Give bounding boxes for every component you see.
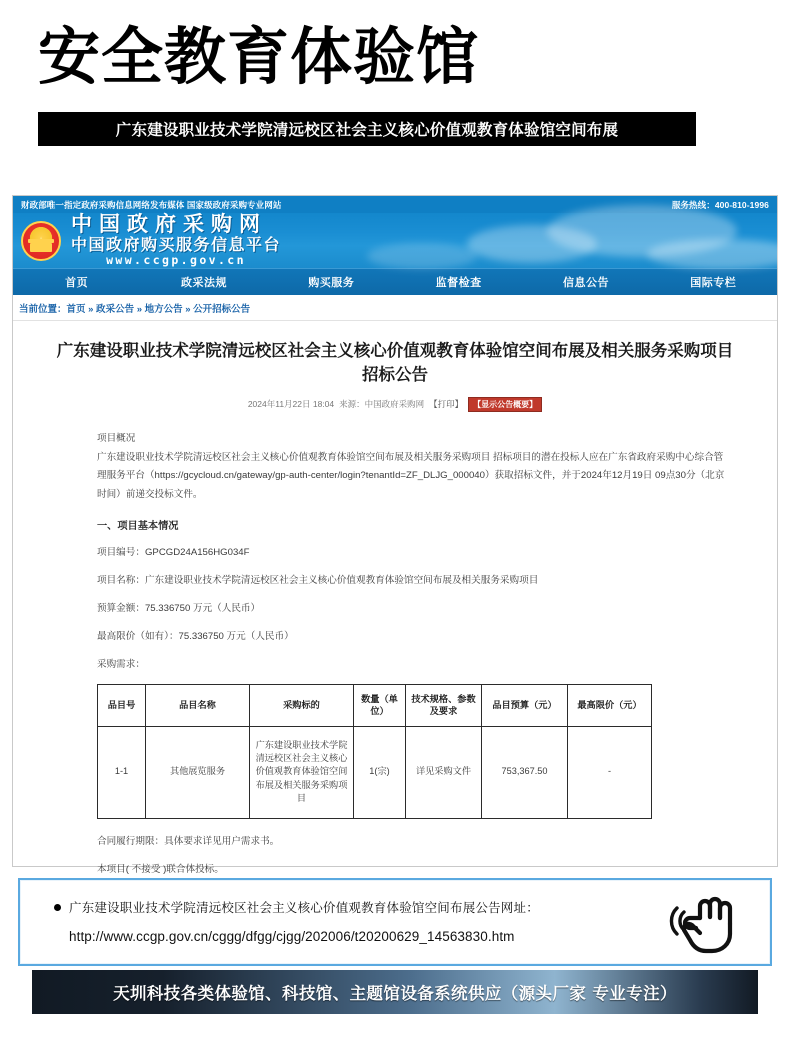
article-body [13, 321, 777, 875]
print-link[interactable]: 【打印】 [429, 399, 464, 410]
contract-term-text: 合同履行期限：具体要求详见用户需求书。 [97, 835, 280, 847]
site-logo-line1: 中国政府采购网 [71, 212, 267, 237]
website-screenshot-panel [12, 195, 778, 875]
overview-paragraph: 广东建设职业技术学院清远校区社会主义核心价值观教育体验馆空间布展及相关服务采购项目 招标项目的潜在投标人应在广东省政府采购中心综合管理服务平台（https://gcycloud.cn/gateway/gp-auth-center/login?tenantId=ZF_DLJG_000040）获取招标文件，并于2024年12月19日 09点30分（北京时间）前递交投标文件。 [97, 451, 725, 500]
hero-title: 安全教育体验馆 [38, 20, 480, 93]
field-project-number [97, 544, 731, 558]
th-max-price: 最高限价（元） [568, 684, 652, 726]
footer-banner [32, 970, 758, 1014]
procurement-requirement-table [97, 684, 652, 819]
site-logo-url: www.ccgp.gov.cn [106, 253, 246, 268]
th-spec: 技术规格、参数及要求 [406, 684, 482, 726]
td-subject: 广东建设职业技术学院清远校区社会主义核心价值观教育体验馆空间布展及相关服务采购项目 [250, 726, 354, 818]
th-budget: 品目预算（元） [482, 684, 568, 726]
td-item-no: 1-1 [98, 726, 146, 818]
site-banner [13, 213, 777, 268]
topbar-tagline: 财政部唯一指定政府采购信息网络发布媒体 国家级政府采购专业网站 [21, 199, 282, 210]
table-header-row [98, 684, 652, 726]
topbar-hotline: 服务热线：400-810-1996 [671, 199, 769, 210]
nav-item-services[interactable]: 购买服务 [308, 277, 355, 289]
td-max-price: - [568, 726, 652, 818]
field-project-number-value: GPCGD24A156HG034F [144, 546, 250, 558]
nav-item-international[interactable]: 国际专栏 [690, 277, 737, 289]
td-quantity: 1(宗) [354, 726, 406, 818]
announcement-url-caption: 广东建设职业技术学院清远校区社会主义核心价值观教育体验馆空间布展公告网址： [69, 901, 539, 915]
field-budget-value: 75.336750 万元（人民币） [144, 602, 261, 614]
hero-subtitle: 广东建设职业技术学院清远校区社会主义核心价值观教育体验馆空间布展 [115, 121, 619, 139]
national-emblem-icon [21, 221, 61, 261]
field-max-price-label: 最高限价（如有）： [97, 630, 179, 642]
pointing-hand-icon [670, 890, 748, 956]
th-subject: 采购标的 [250, 684, 354, 726]
field-project-name-value: 广东建设职业技术学院清远校区社会主义核心价值观教育体验馆空间布展及相关服务采购项目 [144, 574, 539, 586]
th-item-name: 品目名称 [146, 684, 250, 726]
requirement-label: 采购需求： [97, 658, 145, 670]
section-basic-info-heading: 一、项目基本情况 [97, 520, 179, 532]
nav-item-supervision[interactable]: 监督检查 [435, 277, 482, 289]
field-max-price [97, 628, 731, 642]
field-budget [97, 600, 731, 614]
td-spec: 详见采购文件 [406, 726, 482, 818]
show-summary-badge[interactable]: 【显示公告概要】 [468, 397, 542, 412]
bullet-icon [54, 904, 61, 911]
field-project-name-label: 项目名称： [97, 574, 145, 586]
page-title: 广东建设职业技术学院清远校区社会主义核心价值观教育体验馆空间布展及相关服务采购项目招标公告 [56, 341, 734, 384]
nav-item-regulations[interactable]: 政采法规 [180, 277, 227, 289]
th-item-no: 品目号 [98, 684, 146, 726]
cloud-decor-icon [367, 243, 477, 269]
article-source: 来源：中国政府采购网 [339, 399, 425, 410]
site-logo[interactable] [71, 213, 281, 267]
field-budget-label: 预算金额： [97, 602, 145, 614]
th-quantity: 数量（单位） [354, 684, 406, 726]
overview-label: 项目概况 [97, 432, 136, 444]
table-row [98, 726, 652, 818]
announcement-url-link[interactable]: http://www.ccgp.gov.cn/cggg/dfgg/cjgg/202006/t20200629_14563830.htm [69, 929, 515, 944]
nav-item-bulletins[interactable]: 信息公告 [562, 277, 609, 289]
field-max-price-value: 75.336750 万元（人民币） [178, 630, 294, 642]
cloud-decor-icon [467, 225, 597, 263]
hero-subtitle-bar [38, 112, 696, 146]
site-logo-line2: 中国政府购买服务信息平台 [71, 234, 282, 254]
breadcrumb[interactable]: 当前位置：首页 » 政采公告 » 地方公告 » 公开招标公告 [13, 295, 777, 321]
td-item-name: 其他展览服务 [146, 726, 250, 818]
consortium-text: 本项目( 不接受 )联合体投标。 [97, 863, 224, 875]
article-meta [37, 397, 753, 412]
site-nav [13, 268, 777, 295]
article-date: 2024年11月22日 18:04 [247, 399, 335, 410]
field-project-number-label: 项目编号： [97, 546, 145, 558]
td-budget: 753,367.50 [482, 726, 568, 818]
hero-section [0, 0, 790, 146]
article-content [37, 412, 753, 904]
cloud-decor-icon [647, 239, 797, 269]
announcement-url-box [18, 878, 772, 966]
field-project-name [97, 572, 731, 586]
nav-item-home[interactable]: 首页 [65, 277, 89, 289]
announcement-url-caption-row [54, 898, 770, 916]
footer-text: 天圳科技各类体验馆、科技馆、主题馆设备系统供应（源头厂家 专业专注） [113, 984, 677, 1003]
